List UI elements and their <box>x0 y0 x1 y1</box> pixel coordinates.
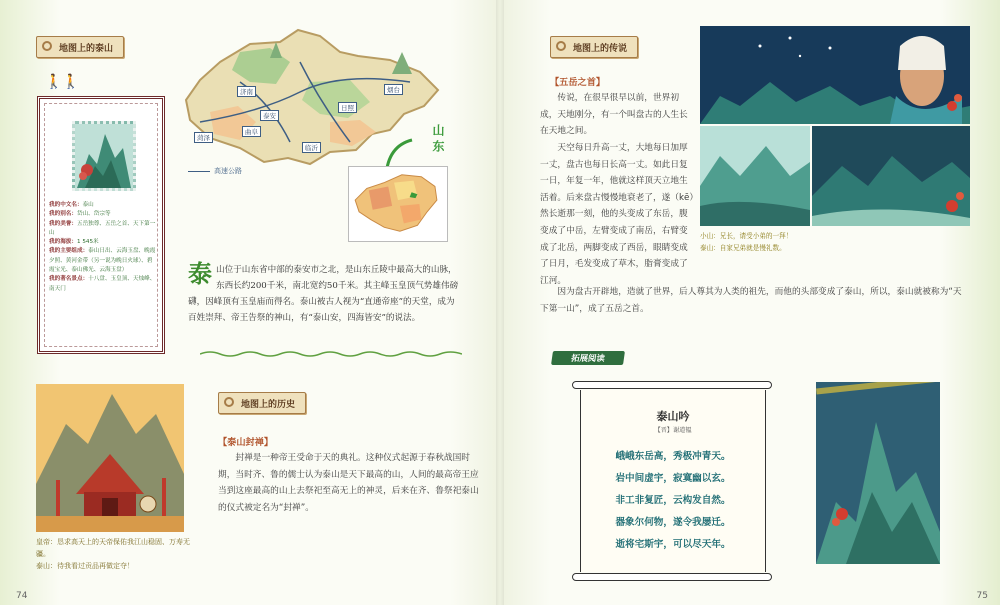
poem-author: 【晋】谢道韫 <box>654 427 692 434</box>
poem-line: 非工非复匠，云构发自然。 <box>615 495 731 506</box>
comic-panel-left <box>700 126 810 226</box>
book-gutter <box>496 0 504 605</box>
mountain-stamp-image <box>72 121 136 191</box>
city-label: 曲阜 <box>242 126 261 137</box>
temple-art <box>36 384 184 532</box>
legend-paragraph-1: 传说，在很早很早以前，世界初成，天地刚分，有一个叫盘古的人生长在天地之间。 <box>540 93 688 137</box>
profile-facts <box>49 201 157 294</box>
comic-caption: 小山：兄长，请受小弟的一拜！ 泰山：自家兄弟就是慢礼数。 <box>700 232 793 252</box>
hikers-icon: 🚶🚶 <box>45 74 80 90</box>
extended-reading-tag: 拓展阅读 <box>551 351 625 365</box>
poem-line: 器象尔何物，遂令我屡迁。 <box>615 517 731 528</box>
misty-mountain-art <box>816 382 940 564</box>
fact-item: 我的中文名：泰山 <box>49 202 94 208</box>
temple-caption: 皇帝：恳求高天上的天帝保佑我江山稳固、万寿无疆。 泰山：待我看过贡品再做定夺！ <box>36 538 190 570</box>
poem-title: 泰山吟 <box>656 410 690 423</box>
poem-scroll <box>572 381 772 581</box>
section-title: 地图上的泰山 <box>59 43 114 54</box>
misty-mountain-illustration <box>816 382 940 564</box>
city-label: 济南 <box>237 86 256 97</box>
city-label: 临沂 <box>302 142 321 153</box>
section-ribbon-map-taishan <box>36 36 124 58</box>
legend-paragraph-3: 因为盘古开辟地，造就了世界，后人尊其为人类的祖先，而他的头部变成了泰山，所以，泰山就被称为“天下第一山”，成了五岳之首。 <box>540 287 962 314</box>
page-number-right: 75 <box>976 591 988 601</box>
mountain-stamp-art <box>75 124 133 188</box>
profile-card <box>37 96 165 354</box>
pangu-art <box>700 26 970 124</box>
section-ribbon-legend: 地图上的传说 <box>550 36 638 58</box>
pangu-giant-illustration <box>700 26 970 124</box>
province-label: 山东 <box>431 124 445 156</box>
map-legend: 高速公路 <box>188 166 242 176</box>
comic-panel-right <box>812 126 970 226</box>
china-map <box>348 166 448 242</box>
fact-item: 我的美誉：五岳独尊、五岳之首、天下第一山 <box>49 220 156 236</box>
scroll-rod-bottom <box>572 573 772 581</box>
comic-panel-left-art <box>700 126 810 226</box>
dropcap: 泰 <box>188 259 212 288</box>
china-map-art <box>349 167 445 239</box>
highway-line-icon <box>188 171 210 172</box>
city-label: 泰安 <box>260 110 279 121</box>
fengshan-ceremony-illustration <box>36 384 184 532</box>
history-heading: 【泰山封禅】 <box>218 437 274 448</box>
fact-item: 我的著名景点：十八盘、玉皇顶、天烛峰、南天门 <box>49 276 156 292</box>
fact-item: 我的海拔：1 545米 <box>49 239 99 246</box>
comic-panel-right-art <box>812 126 970 226</box>
fact-item: 我的别名：岱山、岱宗等 <box>49 211 111 218</box>
history-paragraph: 封禅是一种帝王受命于天的典礼。这种仪式起源于春秋战国时期，当时齐、鲁的儒士认为泰山是天下最高的山，人间的最高帝王应当到这座最高的山上去祭祀至高无上的神灵，后来在齐、鲁祭祀泰山的仪式被定名为“封禅”。 <box>218 453 479 513</box>
fact-item: 我的主要组成：泰山日出、云海玉盘、晚霞夕照、黄河金带（另一说为晚日火球）、碧霞宝光、泰山佛光、云海玉盘） <box>49 248 156 274</box>
intro-paragraph: 泰山位于山东省中部的泰安市之北，是山东丘陵中最高大的山脉，东西长约200千米，南北宽约50千米。其主峰玉皇顶气势雄伟磅礴，因峰顶有玉皇庙而得名。泰山被古人视为“直通帝座”的天堂，成为百姓崇拜、帝王告祭的神山，有“泰山安，四海皆安”的说法。 <box>188 259 459 323</box>
section-ribbon-history: 地图上的历史 <box>218 392 306 414</box>
city-label: 日照 <box>338 102 357 113</box>
poem-line: 岩中间虚宇，寂寞幽以玄。 <box>615 473 731 484</box>
scroll-rod-top <box>572 381 772 389</box>
legend-paragraph-2: 天空每日升高一丈，大地每日加厚一丈，盘古也每日长高一丈。如此日复一日，年复一年，他就这样顶天立地生活着。后来盘古慢慢地衰老了，遂（kē）然长逝那一刻，他的头变成了东岳，腹变成了中岳，左臂变成了南岳，右臂变成了北岳，两脚变成了西岳，眼睛变成了日月，毛发变成了草木，脂膏变成了江河。 <box>540 143 694 286</box>
city-label: 菏泽 <box>194 132 213 143</box>
legend-heading: 【五岳之首】 <box>550 77 606 88</box>
poem-paper <box>580 390 766 572</box>
vine-divider <box>200 350 462 358</box>
city-label: 烟台 <box>384 84 403 95</box>
page-number-left: 74 <box>16 591 28 601</box>
poem-line: 逝将宅斯宇，可以尽天年。 <box>615 539 731 550</box>
poem-line: 峨峨东岳高，秀极冲青天。 <box>615 451 731 462</box>
